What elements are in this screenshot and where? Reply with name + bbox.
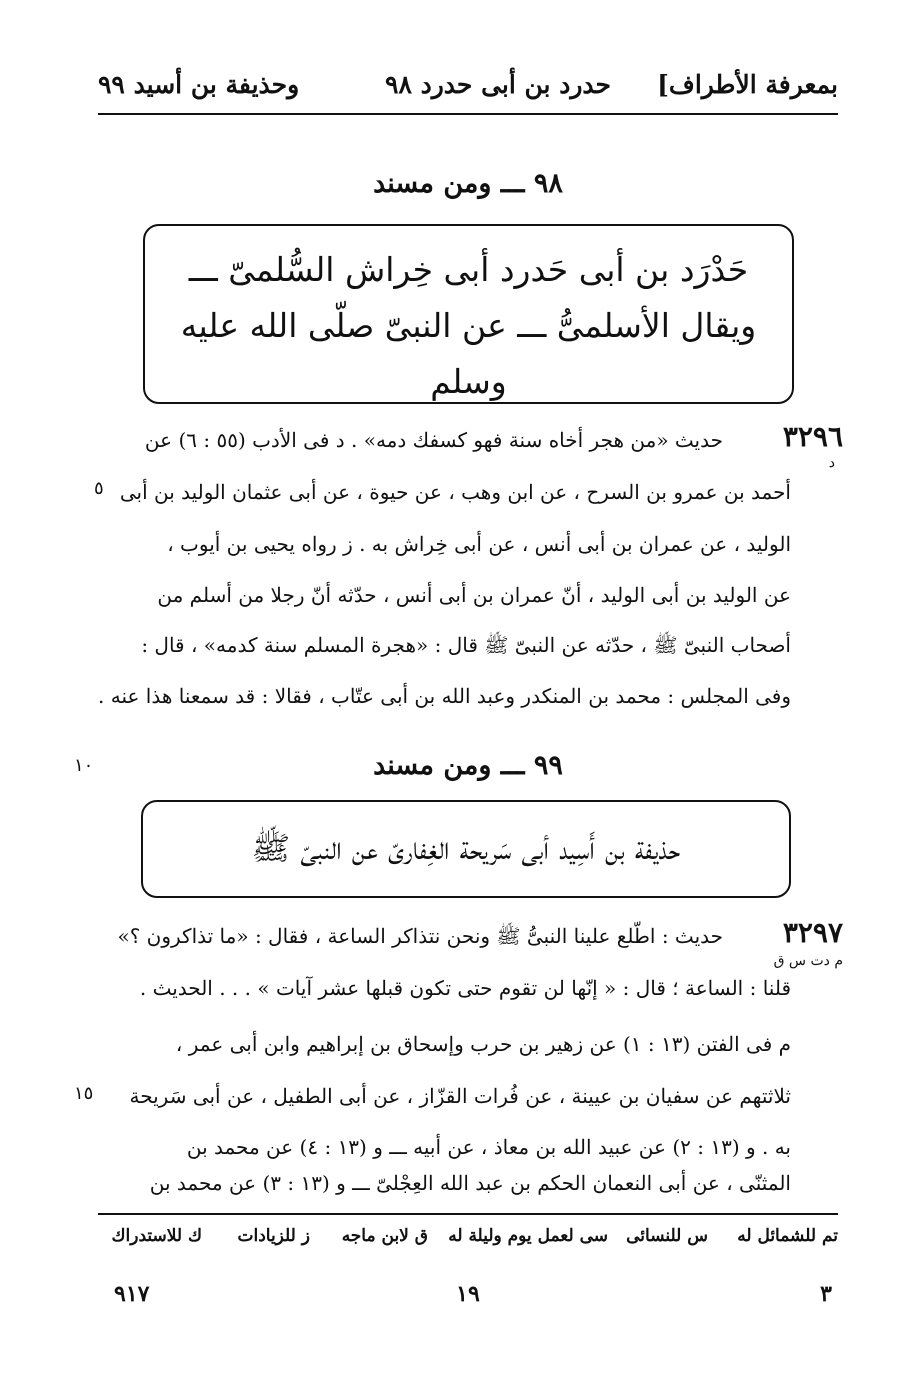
hadith-sigla-3297: م دت س ق [773, 953, 843, 969]
narrator-frame-98 [143, 224, 794, 404]
margin-line-number-10: ١٠ [74, 755, 94, 776]
hadith-3296-line: أحمد بن عمرو بن السرح ، عن ابن وهب ، عن حيوة ، عن أبى عثمان الوليد بن أبى [119, 480, 791, 504]
margin-line-number-15: ١٥ [74, 1083, 94, 1104]
hadith-3296-line: أصحاب النبىّ ﷺ ، حدّثه عن النبىّ ﷺ قال : «هجرة المسلم سنة كدمه» ، قال : [141, 633, 791, 657]
hadith-3296-line: عن الوليد بن أبى الوليد ، أنّ عمران بن أبى أنس ، حدّثه أنّ رجلا من أسلم من [157, 583, 791, 607]
narrator-frame-text [145, 226, 792, 410]
hadith-3297-line: المثنّى ، عن أبى النعمان الحكم بن عبد الله العِجْلىّ ـــ و (١٣ : ٣) عن محمد بن [149, 1171, 791, 1195]
legend-item: تم للشمائل له [737, 1226, 838, 1246]
narrator-frame-99-text: حذيفة بن أَسِيد أبى سَريحة الغِفارىّ عن النبىّ ﷺ [251, 829, 681, 867]
volume-number: ٣ [820, 1281, 832, 1307]
narrator-frame-99 [141, 800, 791, 898]
hadith-3296-line: حديث «من هجر أخاه سنة فهو كسفك دمه» . د فى الأدب (٥٥ : ٦) عن [144, 428, 723, 452]
hadith-3296-line: الوليد ، عن عمران بن أبى أنس ، عن أبى خِراش به . ز رواه يحيى بن أيوب ، [167, 532, 791, 556]
footnote-rule [98, 1213, 838, 1215]
hadith-number-3296: ٣٢٩٦ [782, 420, 843, 453]
hadith-3296-line: وفى المجلس : محمد بن المنكدر وعبد الله بن أبى عتّاب ، فقالا : قد سمعنا هذا عنه . [98, 684, 791, 708]
running-head-book-title: بمعرفة الأطراف] [657, 70, 838, 99]
section-title-99: ٩٩ ـــ ومن مسند [373, 750, 563, 781]
page-number: ١٩ [456, 1281, 480, 1307]
print-page-number: ٩١٧ [114, 1281, 150, 1307]
narrator-line-2: ويقال الأسلمىُّ ـــ عن النبىّ صلّى الله عليه وسلم [180, 306, 757, 401]
hadith-3297-line: قلنا : الساعة ؛ قال : « إنّها لن تقوم حتى تكون قبلها عشر آيات » . . . الحديث . [139, 976, 791, 1000]
hadith-3297-line: به . و (١٣ : ٢) عن عبيد الله بن معاذ ، عن أبيه ـــ و (١٣ : ٤) عن محمد بن [186, 1135, 791, 1159]
running-head [98, 62, 838, 112]
hadith-number-3297: ٣٢٩٧ [782, 916, 843, 949]
running-head-section-98: حدرد بن أبى حدرد ٩٨ [385, 70, 611, 99]
sigla-legend [98, 1226, 838, 1254]
legend-item: سى لعمل يوم وليلة له [448, 1226, 608, 1246]
hadith-3297-line: م فى الفتن (١٣ : ١) عن زهير بن حرب وإسحاق بن إبراهيم وابن أبى عمر ، [175, 1032, 791, 1056]
section-title-98: ٩٨ ـــ ومن مسند [373, 168, 563, 199]
legend-item: س للنسائى [626, 1226, 708, 1246]
hadith-sigla-3296: د [828, 455, 835, 471]
running-head-section-99: وحذيفة بن أسيد ٩٩ [98, 70, 300, 99]
hadith-3297-line: حديث : اطّلع علينا النبىُّ ﷺ ونحن نتذاكر الساعة ، فقال : «ما تذاكرون ؟» [117, 924, 723, 948]
legend-item: ز للزيادات [237, 1226, 310, 1246]
margin-line-number-5: ٥ [94, 478, 104, 499]
narrator-line-1: حَدْرَد بن أبى حَدرد أبى خِراش السُّلمىّ ـــ [188, 250, 749, 289]
legend-item: ق لابن ماجه [341, 1226, 428, 1246]
header-rule [98, 113, 838, 115]
hadith-3297-line: ثلاثتهم عن سفيان بن عيينة ، عن فُرات القزّاز ، عن أبى الطفيل ، عن أبى سَريحة [129, 1084, 791, 1108]
legend-item: ك للاستدراك [111, 1226, 202, 1246]
